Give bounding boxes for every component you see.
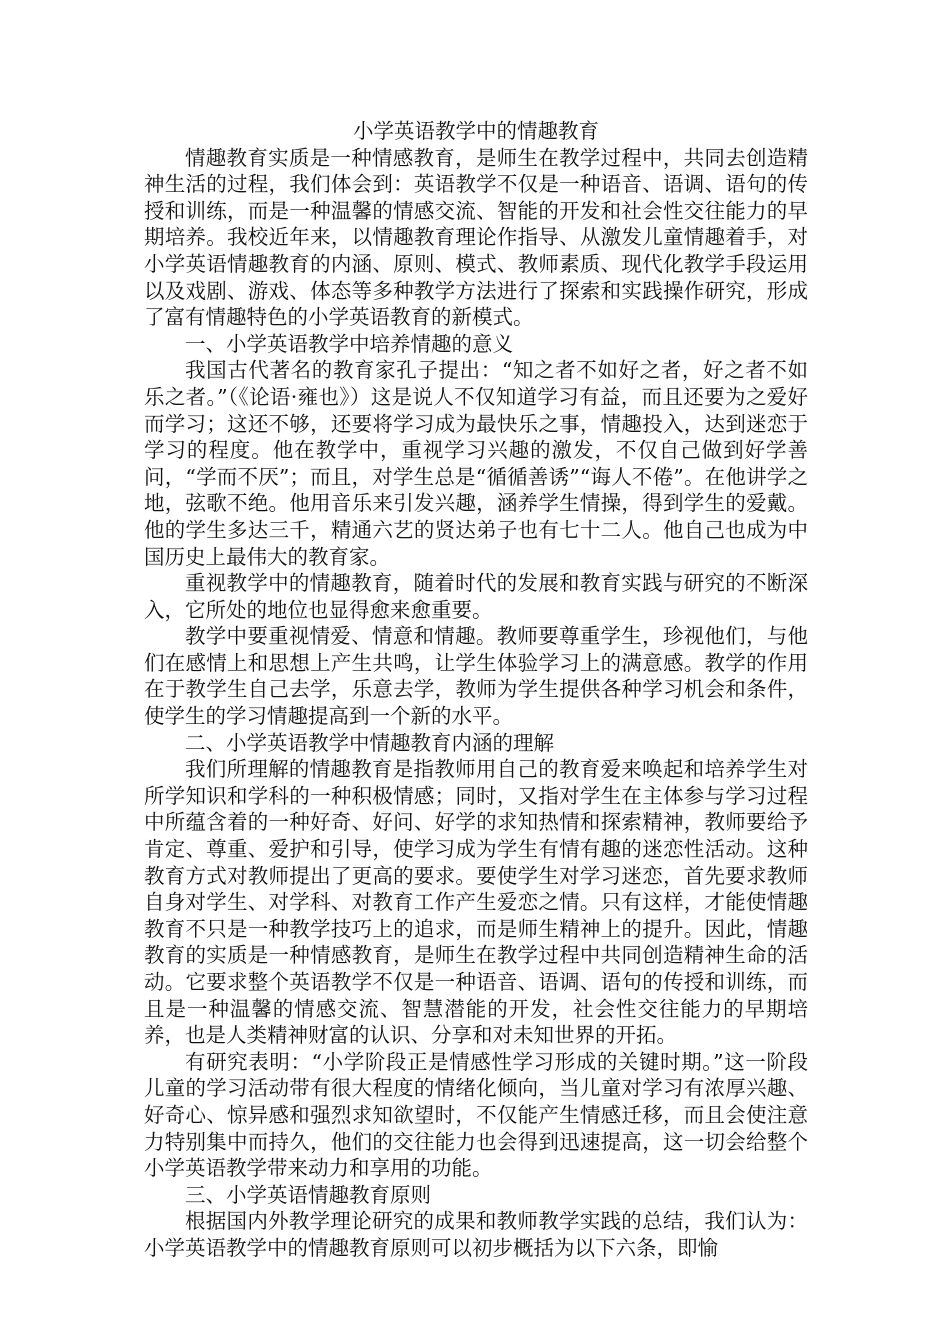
paragraph-principles: 根据国内外教学理论研究的成果和教师教学实践的总结，我们认为：小学英语教学中的情趣教育原则可以初步概括为以下六条，即愉 [144,1209,808,1260]
paragraph-intro: 情趣教育实质是一种情感教育，是师生在教学过程中，共同去创造精神生活的过程，我们体会到：英语教学不仅是一种语音、语调、语句的传授和训练，而是一种温馨的情感交流、智能的开发和社会性交往能力的早期培养。我校近年来，以情趣教育理论作指导、从激发儿童情趣着手，对小学英语情趣教育的内涵、原则、模式、教师素质、现代化教学手段运用以及戏剧、游戏、体态等多种教学方法进行了探索和实践操作研究，形成了富有情趣特色的小学英语教育的新模式。 [144,145,808,330]
document-title: 小学英语教学中的情趣教育 [353,119,599,143]
paragraph-connotation: 我们所理解的情趣教育是指教师用自己的教育爱来唤起和培养学生对所学知识和学科的一种积极情感；同时，又指对学生在主体参与学习过程中所蕴含着的一种好奇、好问、好学的求知热情和探索精神，教师要给予肯定、尊重、爱护和引导，使学习成为学生有情有趣的迷恋性活动。这种教育方式对教师提出了更高的要求。要使学生对学习迷恋，首先要求教师自身对学生、对学科、对教育工作产生爱恋之情。只有这样，才能使情趣教育不只是一种教学技巧上的追求，而是师生精神上的提升。因此，情趣教育的实质是一种情感教育，是师生在教学过程中共同创造精神生命的活动。它要求整个英语教学不仅是一种语音、语调、语句的传授和训练，而且是一种温馨的情感交流、智慧潜能的开发，社会性交往能力的早期培养，也是人类精神财富的认识、分享和对未知世界的开拓。 [144,757,808,1048]
document-body [144,118,808,1262]
paragraph-confucius: 我国古代著名的教育家孔子提出：“知之者不如好之者，好之者不如乐之者。”（《论语·雍也》）这是说人不仅知道学习有益，而且还要为之爱好而学习；这还不够，还要将学习成为最快乐之事，情趣投入，达到迷恋于学习的程度。他在教学中，重视学习兴趣的激发，不仅自己做到好学善问，“学而不厌”；而且，对学生总是“循循善诱”“诲人不倦”。在他讲学之地，弦歌不绝。他用音乐来引发兴趣，涵养学生情操，得到学生的爱戴。他的学生多达三千，精通六艺的贤达弟子也有七十二人。他自己也成为中国历史上最伟大的教育家。 [144,358,808,569]
paragraph-importance: 重视教学中的情趣教育，随着时代的发展和教育实践与研究的不断深入，它所处的地位也显得愈来愈重要。 [144,571,808,622]
section-heading-3: 三、小学英语情趣教育原则 [185,1182,431,1207]
section-heading-1: 一、小学英语教学中培养情趣的意义 [185,331,513,356]
paragraph-research: 有研究表明：“小学阶段正是情感性学习形成的关键时期。”这一阶段儿童的学习活动带有很大程度的情绪化倾向，当儿童对学习有浓厚兴趣、好奇心、惊异感和强烈求知欲望时，不仅能产生情感迁移，而且会使注意力特别集中而持久，他们的交往能力也会得到迅速提高，这一切会给整个小学英语教学带来动力和享用的功能。 [144,1049,808,1181]
section-heading-2: 二、小学英语教学中情趣教育内涵的理解 [185,730,554,755]
paragraph-emotion: 教学中要重视情爱、情意和情趣。教师要尊重学生，珍视他们，与他们在感情上和思想上产生共鸣，让学生体验学习上的满意感。教学的作用在于教学生自己去学，乐意去学，教师为学生提供各种学习机会和条件，使学生的学习情趣提高到一个新的水平。 [144,624,808,729]
